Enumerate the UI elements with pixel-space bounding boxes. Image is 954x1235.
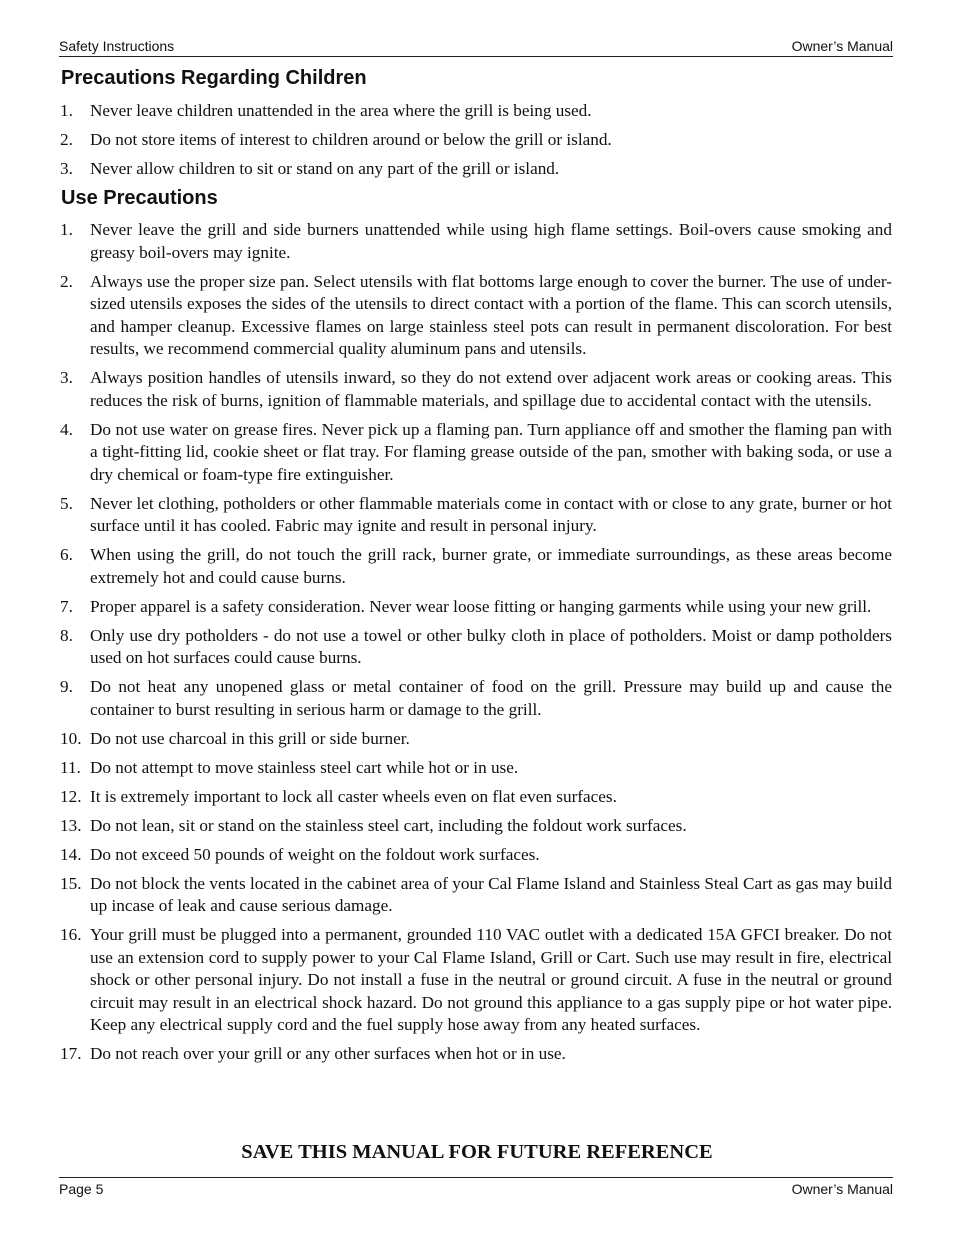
list-item-text: Do not attempt to move stainless steel cart while hot or in use. [90, 757, 519, 777]
list-item-text: Never leave the grill and side burners unattended while using high flame settings. Boil-overs cause smoking and greasy boil-overs may ignite. [90, 220, 892, 262]
list-item [58, 219, 892, 264]
list-item [58, 625, 892, 670]
list-item-text: Do not lean, sit or stand on the stainless steel cart, including the foldout work surfaces. [90, 815, 687, 835]
list-item [58, 844, 892, 867]
page-footer [59, 1177, 893, 1197]
section-title-use: Use Precautions [61, 187, 218, 209]
use-precautions-list [58, 219, 892, 1072]
list-item-number: 17. [60, 1044, 82, 1063]
list-item-text: Proper apparel is a safety consideration. Never wear loose fitting or hanging garments while using your new grill. [90, 596, 872, 616]
list-item-text: Do not use charcoal in this grill or side burner. [90, 728, 410, 748]
list-item [58, 873, 892, 918]
list-item-number: 15. [60, 873, 82, 893]
list-item-number: 6. [60, 545, 73, 564]
header-manual-title: Owner’s Manual [791, 38, 893, 54]
list-item [58, 158, 892, 181]
list-item-text: Do not block the vents located in the cabinet area of your Cal Flame Island and Stainless Steal Cart as gas may build up incase of leak and cause serious damage. [90, 873, 892, 915]
list-item-text: Never leave children unattended in the area where the grill is being used. [90, 101, 592, 120]
list-item-text: Do not reach over your grill or any other surfaces when hot or in use. [90, 1044, 566, 1063]
list-item-number: 8. [60, 625, 73, 645]
footer-page-number: Page 5 [59, 1181, 104, 1197]
list-item-text: Always position handles of utensils inward, so they do not extend over adjacent work areas or cooking areas. This reduces the risk of burns, ignition of flammable materials, and spillage due to accidental contact with the utensils. [90, 368, 892, 410]
list-item-number: 9. [60, 677, 73, 696]
section-title-children: Precautions Regarding Children [61, 67, 367, 89]
list-item-text: Your grill must be plugged into a permanent, grounded 110 VAC outlet with a dedicated 15A GFCI breaker. Do not use an extension cord to supply power to your Cal Flame Island, Grill or Cart. Such use may result in fire, electrical shock or other personal injury. Do not install a fuse in the neutral or ground circuit. A fuse in the neutral or ground circuit may result in an electrical shock hazard. Do not ground this appliance to a gas supply pipe or hot water pipe. Keep any electrical supply cord and the fuel supply hose away from any heated surfaces. [90, 925, 892, 1034]
list-item-number: 11. [60, 757, 81, 777]
list-item-number: 13. [60, 815, 82, 835]
list-item-text: Do not heat any unopened glass or metal container of food on the grill. Pressure may build up and cause the container to burst resulting in serious harm or damage to the grill. [90, 677, 892, 719]
list-item-number: 4. [60, 419, 73, 439]
footer-manual-title: Owner’s Manual [791, 1181, 893, 1197]
list-item [58, 544, 892, 589]
list-item [58, 815, 892, 838]
children-precautions-list [58, 100, 892, 187]
list-item [58, 676, 892, 721]
list-item [58, 419, 892, 487]
page-header [59, 38, 893, 57]
list-item-number: 16. [60, 925, 82, 944]
list-item-text: Always use the proper size pan. Select utensils with flat bottoms large enough to cover the burner. The use of under-sized utensils exposes the sides of the utensils to direct contact with a portion of the flame. This can scorch utensils, and hamper cleanup. Excessive flames on large stainless steel pots can result in permanent discoloration. For best results, we recommend commercial quality aluminum pans and utensils. [90, 271, 892, 358]
list-item-number: 14. [60, 844, 82, 864]
list-item-number: 2. [60, 130, 73, 149]
list-item-text: Do not use water on grease fires. Never pick up a flaming pan. Turn appliance off and smother the flaming pan with a tight-fitting lid, cookie sheet or flat tray. For flaming grease outside of the pan, smother with baking soda, or use a dry chemical or foam-type fire extinguisher. [90, 419, 892, 484]
list-item-number: 12. [60, 786, 82, 806]
list-item [58, 786, 892, 809]
list-item [58, 271, 892, 361]
save-manual-notice: SAVE THIS MANUAL FOR FUTURE REFERENCE [241, 1141, 713, 1163]
list-item [58, 757, 892, 780]
list-item [58, 367, 892, 412]
list-item-number: 5. [60, 493, 73, 513]
list-item [58, 1043, 892, 1066]
list-item [58, 728, 892, 751]
list-item-text: Only use dry potholders - do not use a towel or other bulky cloth in place of potholders. Moist or damp potholders used on hot surfaces could cause burns. [90, 625, 892, 667]
list-item-number: 1. [60, 101, 73, 120]
list-item-text: Do not exceed 50 pounds of weight on the foldout work surfaces. [90, 844, 540, 864]
list-item-text: It is extremely important to lock all caster wheels even on flat even surfaces. [90, 786, 617, 806]
list-item-number: 3. [60, 368, 73, 387]
list-item-text: When using the grill, do not touch the grill rack, burner grate, or immediate surroundings, as these areas become extremely hot and could cause burns. [90, 545, 892, 587]
list-item-number: 10. [60, 728, 82, 748]
list-item-text: Do not store items of interest to children around or below the grill or island. [90, 130, 612, 149]
list-item [58, 596, 892, 619]
list-item-number: 3. [60, 159, 73, 178]
list-item-text: Never let clothing, potholders or other flammable materials come in contact with or close to any grate, burner or hot surface until it has cooled. Fabric may ignite and result in personal injury. [90, 493, 892, 535]
list-item [58, 493, 892, 538]
header-section-title: Safety Instructions [59, 38, 175, 54]
list-item [58, 924, 892, 1037]
list-item [58, 129, 892, 152]
list-item-number: 1. [60, 220, 73, 239]
list-item-number: 2. [60, 271, 73, 291]
list-item [58, 100, 892, 123]
list-item-text: Never allow children to sit or stand on any part of the grill or island. [90, 159, 560, 178]
list-item-number: 7. [60, 596, 73, 616]
